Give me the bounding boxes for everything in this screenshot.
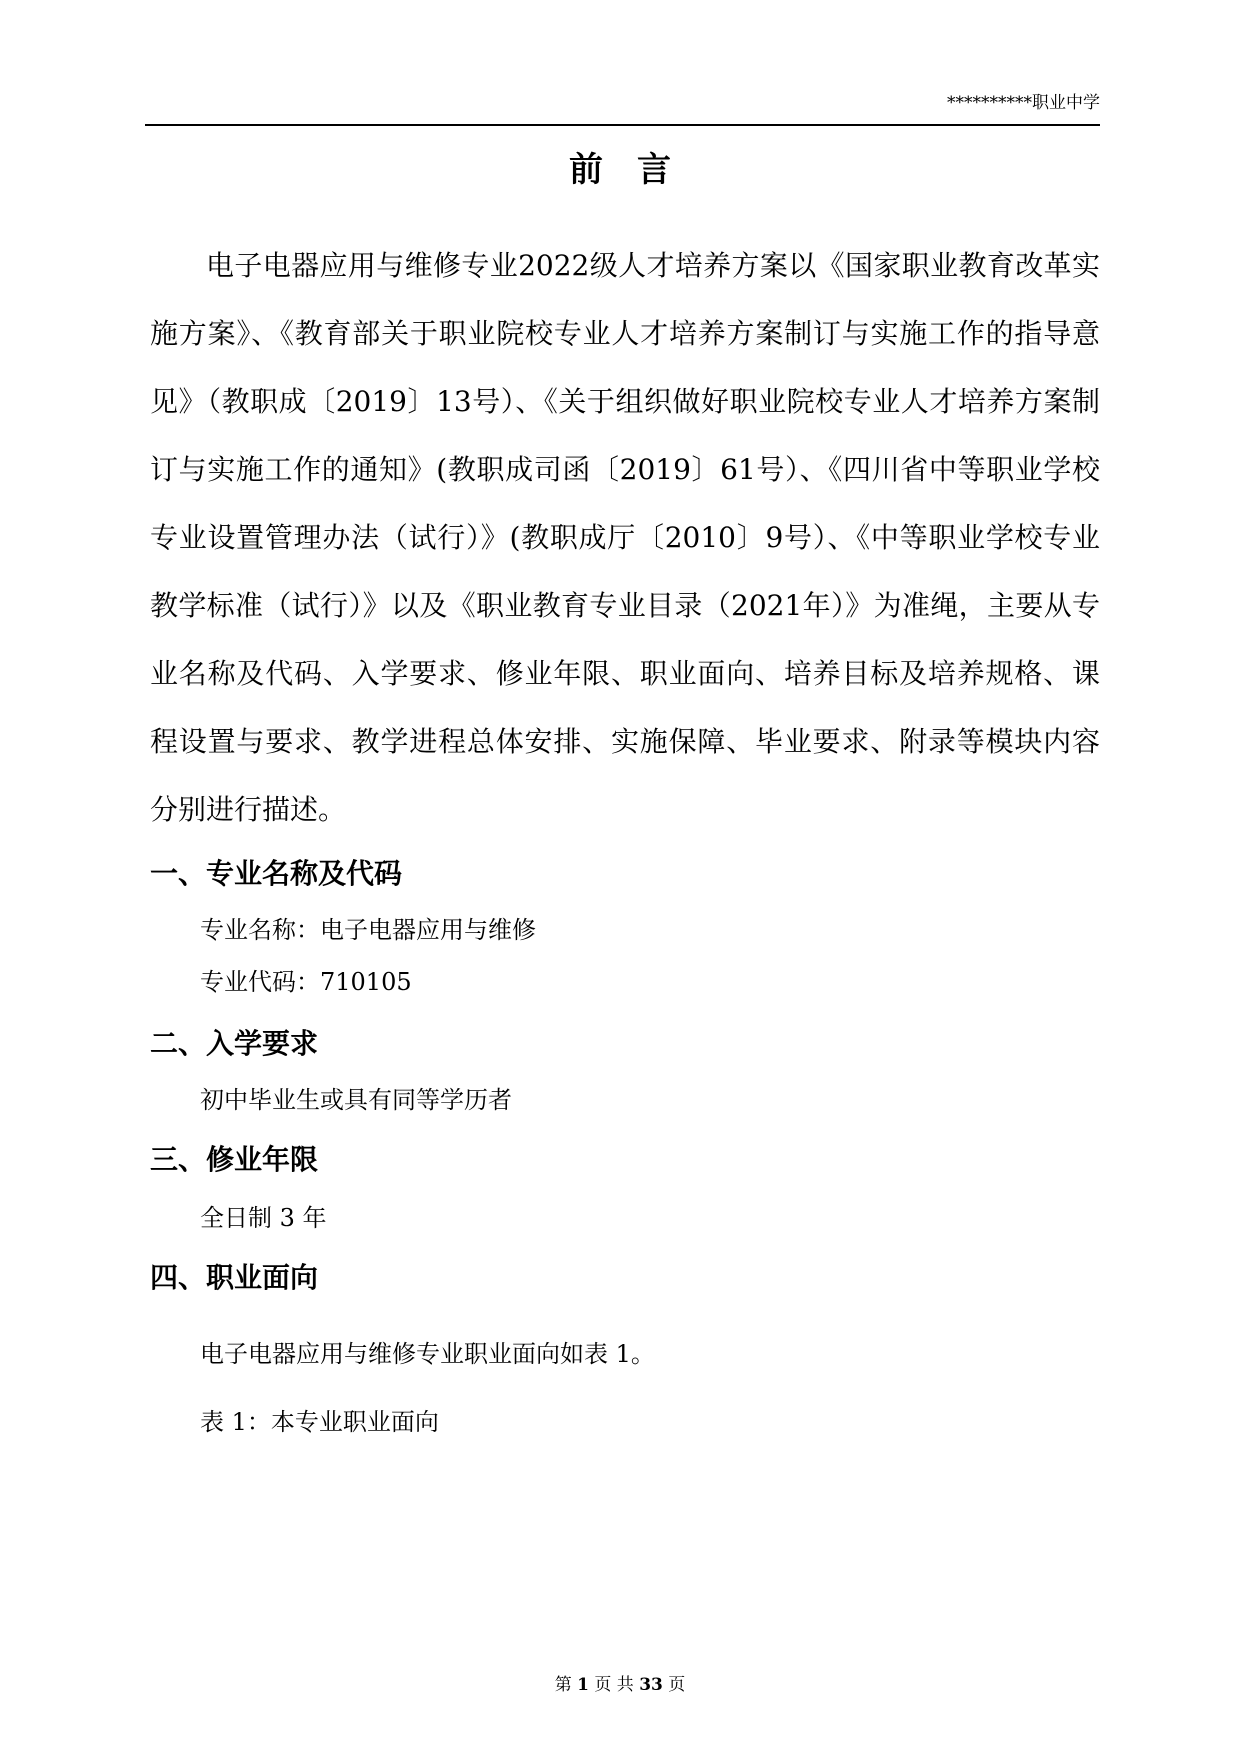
- footer-page-number: 1: [577, 1675, 589, 1695]
- footer-total-pages: 33: [639, 1675, 663, 1695]
- page-footer: [0, 1670, 1240, 1695]
- footer-middle: 页 共: [594, 1675, 634, 1695]
- footer-suffix: 页: [668, 1675, 686, 1695]
- section-heading-2: 二、入学要求: [150, 1027, 319, 1060]
- admission-line: 初中毕业生或具有同等学历者: [200, 1086, 512, 1114]
- major-name-line: 专业名称：电子电器应用与维修: [200, 916, 536, 944]
- career-direction-line: 电子电器应用与维修专业职业面向如表 1。: [200, 1340, 655, 1368]
- major-code-line: 专业代码：710105: [200, 968, 412, 996]
- section-heading-3: 三、修业年限: [150, 1143, 319, 1176]
- duration-line: 全日制 3 年: [200, 1204, 327, 1232]
- table-caption: 表 1：本专业职业面向: [200, 1408, 439, 1436]
- section-heading-4: 四、职业面向: [150, 1261, 319, 1294]
- header-org: **********职业中学: [947, 93, 1100, 113]
- page-title: 前言: [569, 150, 705, 190]
- intro-paragraph: 电子电器应用与维修专业2022级人才培养方案以《国家职业教育改革实施方案》、《教育部关于职业院校专业人才培养方案制订与实施工作的指导意见》（教职成〔2019〕13号）、《关于组织做好职业院校专业人才培养方案制订与实施工作的通知》(教职成司函〔2019〕61号）、《四川省中等职业学校专业设置管理办法（试行）》(教职成厅〔2010〕9号）、《中等职业学校专业教学标准（试行）》以及《职业教育专业目录（2021年）》为准绳，主要从专业名称及代码、入学要求、修业年限、职业面向、培养目标及培养规格、课程设置与要求、教学进程总体安排、实施保障、毕业要求、附录等模块内容分别进行描述。: [150, 249, 1100, 826]
- footer-prefix: 第: [554, 1675, 572, 1695]
- section-heading-1: 一、专业名称及代码: [150, 857, 403, 890]
- header-rule: [145, 124, 1100, 126]
